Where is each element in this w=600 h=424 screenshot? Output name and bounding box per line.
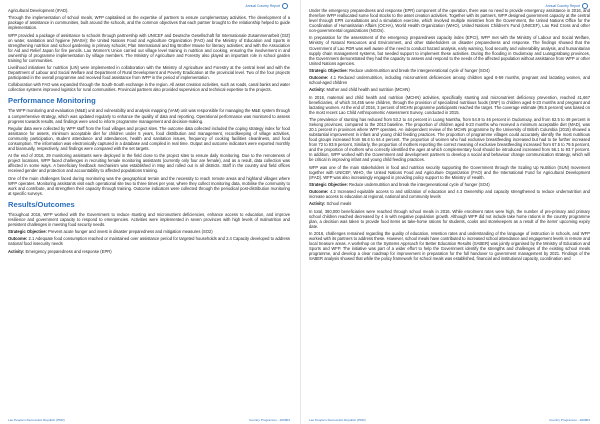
page-footer <box>8 418 290 422</box>
paragraph: Agricultural Development (IFAD). <box>8 8 69 13</box>
paragraph: Livelihood initiatives for nutrition (LIN) were implemented in collaboration with the Ministry of Agriculture and Forestry at the central level and with the Department of Labour and Social Welfare and Department of Rural Development and Poverty Eradication at the provincial level. Two of the four projects participated in the overall programme and received food assistance from WFP in the period of implementation. <box>8 65 290 81</box>
value: Emergency preparedness and response (EPR) <box>24 248 112 254</box>
left-content <box>8 8 290 256</box>
value: Prevent acute hunger and invest in disaster preparedness and mitigation measures (SO2) <box>46 229 213 235</box>
value: 4.2 Increased equitable access to and utilization of education and 4.3 Ownership and capacity strengthened to reduce undernutrition and increase access to education at regional, national and community levels <box>309 189 590 200</box>
label: Strategic Objective: <box>309 67 348 73</box>
value: 2.1 Adequate food consumption reached or maintained over assistance period for targeted households and 2.4 Capacity developed to address national food insecurity needs <box>8 236 290 247</box>
paragraph: In 2016, maternal and child health and nutrition (MCHN) activities, specifically stunting and micronutrient deficiency prevention, reached 41,667 beneficiaries, of which 34,455 were children, through the provision of specialized nutritious foods (SNF) to children aged 6-23 months and pregnant and lactating women. At the end of 2016, 3 percent of MCHN programme participants reached the target. The coverage estimate (95.5 percent) was based on the most recent Lao Child Anthropometric Assessment Survey, conducted in 2015. <box>309 94 590 115</box>
paragraph: Under the emergency preparedness and response (EPR) component of the operation, there was no need to provide emergency assistance in 2016, and therefore WFP reallocated some food stocks to the asset creation activities. Together with its partners, WFP designed government capacity at the central level through EPR consultations and a simulation exercise, which involved multiple ministries from the Government, the United Nations Office for the Coordination of Humanitarian Affairs (OCHA), World Health Organization (WHO), United Nations Children's Fund (UNICEF), Lao Red Cross and other non-governmental organizations (NGOs). <box>309 8 590 34</box>
footer-programme: Country Programme - 200803 <box>249 418 290 422</box>
header-title: Annual Country Report <box>245 3 280 8</box>
paragraph: Collaboration with FAO was expanded through the South-South exchange in the region. All asset creation activities, such as roads, canal banks and water collection systems improved logistics for rural communities. Provincial partners also provided supervision and technical expertise to the projects. <box>8 82 290 93</box>
activity <box>309 87 590 92</box>
label: Activity: <box>8 248 25 254</box>
activity <box>309 201 590 206</box>
label: Activity: <box>309 201 326 207</box>
footer-country: Lao People's Democratic Republic (PDR) <box>309 418 366 422</box>
paragraph: The WFP monitoring and evaluation (M&E) unit and vulnerability and analysis mapping (VAM) unit was responsible for managing the M&E system through a comprehensive strategy, which was updated regularly to enhance the quality of data and reporting. Operational performance was monitored to assess progress towards results, and findings were used to inform programme management and decision-making. <box>8 108 291 124</box>
label: Strategic Objective: <box>8 229 47 235</box>
right-content <box>309 8 590 264</box>
strategic-objective <box>8 229 290 234</box>
value: Mother and child health and nutrition (MCHN) <box>325 87 410 93</box>
paragraph: Through the implementation of school meals, WFP capitalised on the expertise of partners to ensure complementary activities. The development of a package of assistance in communities, built around the schools, and the common objectives that each partner brought to the relationship helped to guide implementation. <box>8 15 290 31</box>
footer-country: Lao People's Democratic Republic (PDR) <box>8 418 65 422</box>
paragraph: In total, 360,000 beneficiaries were reached through school meals in 2016. While enrolment rates were high, the number of pre-primary and primary school children reached decreased by 4 in with negative population growth. Although WFP did not include take home rations in the country programme plan, a decision was taken to provide food items as take-home rations for students, cooks and storekeepers as a result of the items' upcoming expiry date. <box>309 208 590 229</box>
label: Outcome: <box>8 236 28 242</box>
value: Reduce undernutrition and break the intergenerational cycle of hunger (SO4) <box>347 181 490 187</box>
paragraph: In preparation for the assessment of the emergency preparedness capacity index (EPCI), WFP met with the Ministry of Labour and Social Welfare, Ministry of Natural Resources and Environment, and other stakeholders on disaster preparedness and response. The findings showed that the Government of Lao PDR was well aware of the need to conduct hazard analysis, early warning, food security and vulnerability analysis, and humanitarian supply chain management systems, but needed support to implement these activities. During the flooding in Oudomxay and Luangprabang provinces, the Government demonstrated they had the capacity to assess and respond to the needs of the affected population without assistance from WFP or other United Nations agencies. <box>309 35 590 66</box>
right-page <box>300 0 600 424</box>
label: Outcome: <box>309 189 329 195</box>
header-title: Annual Country Report <box>545 3 580 8</box>
activity <box>8 249 290 254</box>
label: Activity: <box>309 87 326 93</box>
paragraph: WFP provided a package of assistance to schools through partnership with UNICEF and Deutsche Gesellschaft für Internationale Zusammenarbeit (GIZ) on water, sanitation and hygiene (WASH); the United Nations Food and Agriculture Organization (FAO) and the Ministry of Education and Sports in strengthening nutrition and school gardening in primary schools; Plan International and Big Brother Mouse for literacy activities; and with the Association for Aid and Relief Japan for fire pencils. Lao Women's Union carried out village level training in nutrition and cooking, ensuring the involvement in and ownership of programme implementation by village members. The Ministry of Agriculture and Forestry also played an important role in school garden training for communities. <box>8 32 290 63</box>
paragraph: The prevalence of stunting has reduced from 53.2 to 44 percent in Luang Namtha, from 54.9 to 46 percent in Oudomxay, and from 62.5 to 49 percent in Sekong provinces, compared to the 2013 baseline. The proportion of children aged 6-23 months who received a minimum acceptable diet (MAD), was 20.1 percent in provinces where WFP operates. An independent review of the MCHN programme by the University of British Columbia (2015) showed a substantial improvement in infant and young child feeding practices. The proportion of programme villages could accurately identify the most nutritious food groups increased from 56.6 to 64.4 percent. The proportion of women who had exclusive breastfeeding increased but had to be further increased from 72 to 93.9 percent, Similarly, the proportion of mothers reporting the correct meaning of exclusive breastfeeding increased from 67.5 to 79.5 percent, and the proportion of mothers who correctly identified the ages at which complementary food should be introduced increased from 56.1 to 83.7 percent. In addition, WFP worked with the Government and development partners to develop a social and behaviour change communication strategy, which will be critical in improving infant and young child feeding practices. <box>309 117 590 163</box>
strategic-objective <box>309 68 590 73</box>
paragraph: WFP was one of the main stakeholders in food and nutrition security supporting the Government through the Scaling Up Nutrition (SUN) movement together with UNICEF, WHO, the United Nations Food and Agriculture Organization (FAO) and the International Fund for Agricultural Development (IFAD). WFP was also increasingly engaged in providing policy support to the Ministry of Health. <box>309 164 590 180</box>
paragraph: Regular data were collected by WFP staff from the food villages and project sites. The outcome data collected included the coping strategy index for food assistance for assets, minimum acceptable diet for children under 5 years, food distribution and management, recordkeeping of village activities, community participation, student attendance and attendances, health and sanitation issues, frequency of cooking facilities cleanliness, and food consumption. The information was electronically captured in a database and compiled in real time. Output and outcome indicators were exported monthly and biannually, respectively, and findings were compared with the set targets. <box>8 125 290 151</box>
paragraph: In 2016, challenges remained regarding the quality of education, retention rates and understanding of the language of instruction in schools, and WFP worked with its partners to address these. However, school meals have contributed to increased school attendance and engagement levels in remote and local treasure areas. A workshop on the Systems Approach for Better Education Results (SABER) was jointly organised by the Ministry of Education and Sports and WFP. The initiative was part of a wider effort to help the Government identify the strengths and challenges of the existing school meals programme, and develop a clear roadmap for improvement in preparation for the full handover to government management by 2021. Findings of the SABER analysis showed that while the policy framework for school meals was established, financial and institutional capacity, coordination and <box>309 231 590 262</box>
value: 4.1 Reduced undernutrition, including micronutrient deficiencies among children aged 6-59 months, pregnant and lactating women, and school-aged children <box>309 75 590 86</box>
footer-programme: Country Programme - 200803 <box>549 418 590 422</box>
strategic-objective <box>309 182 590 187</box>
label: Strategic Objective: <box>309 181 348 187</box>
outcome <box>309 189 590 199</box>
paragraph: One of the main challenges faced during monitoring was the geographical terrain and the necessity to reach remote areas and highland villages where WFP operates. Monitoring assistants visit each operational site two to three times per year, where they collect monitoring data, mobilise the community to work and contribute, and strengthen their capacity through training. Outcome indicators were collected through the periodical post-distribution monitoring at specific surveys. <box>8 175 290 196</box>
outcome <box>8 236 290 246</box>
value: Reduce undernutrition and break the intergenerational cycle of hunger (SO4) <box>347 67 490 73</box>
paragraph: Throughout 2016, WFP worked with the Government to reduce stunting and micronutrient deficiencies, enhance access to education, and improve resilience and government capacity to respond to emergencies. Activities were implemented in seven provinces with high levels of malnutrition and persistent challenges in meeting food security needs. <box>8 211 290 227</box>
outcome <box>309 75 590 85</box>
label: Outcome: <box>309 75 329 81</box>
page-footer <box>309 418 590 422</box>
section-heading-performance: Performance Monitoring <box>8 96 96 106</box>
section-heading-results: Results/Outcomes <box>8 199 75 209</box>
paragraph: At the end of 2016, 29 monitoring assistants were deployed in the field close to the project sites to ensure daily monitoring. Due to the remoteness of project locations, WFP faced challenges in recruiting female monitoring assistants (currently only four are female), and as a result, data collection was affected in some ways. A beneficiary feedback mechanism was established in May and rolled out in all districts. Staff in the country and field offices received gender and protection and accountability to affected populations training. <box>8 153 290 174</box>
value: School meals <box>325 201 352 207</box>
